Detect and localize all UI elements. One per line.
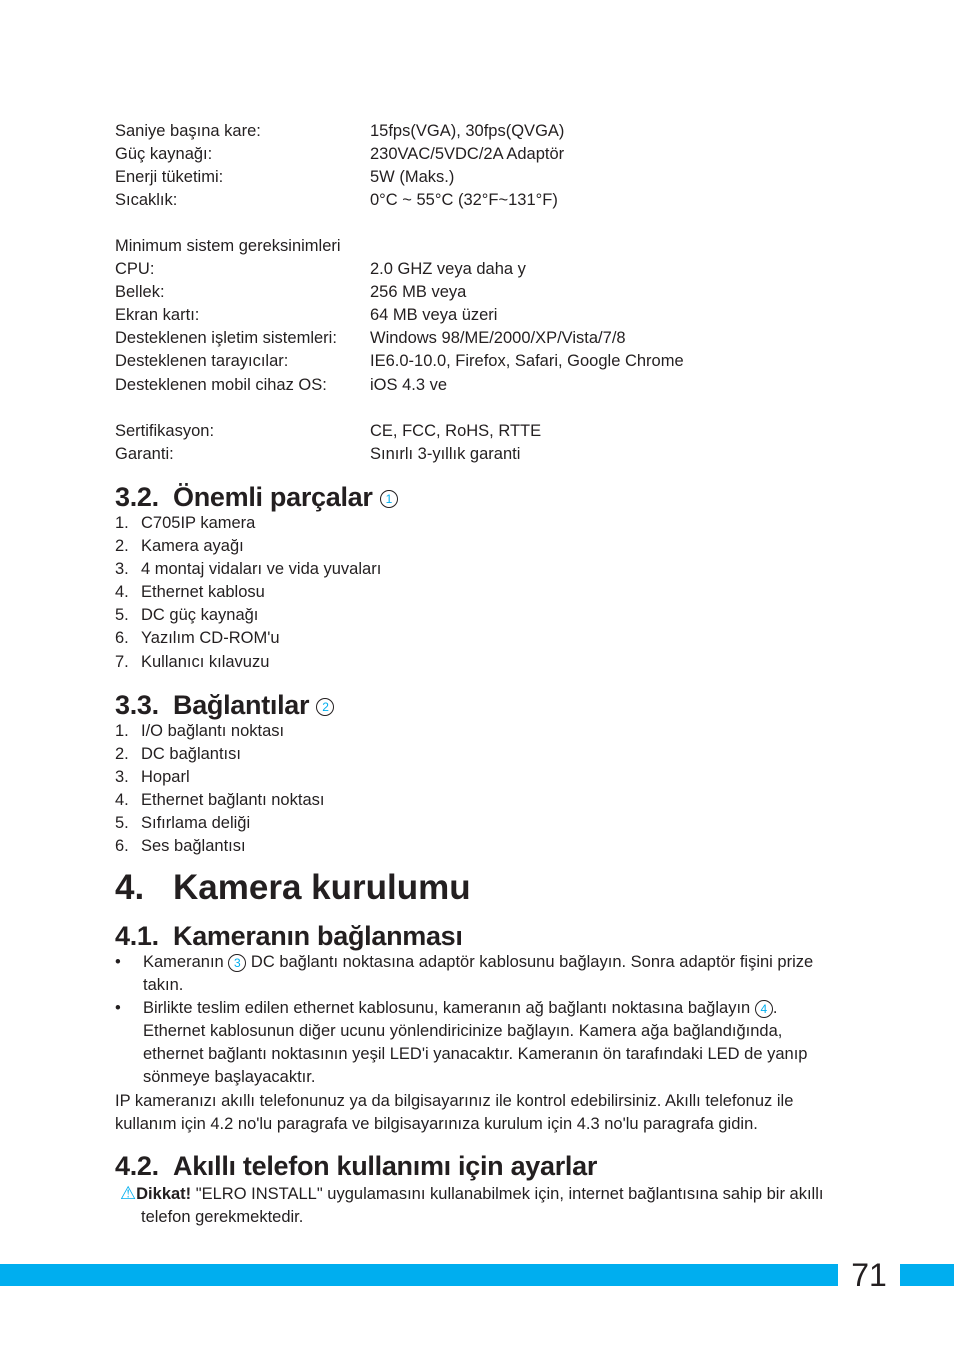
warning-label: Dikkat!	[136, 1185, 192, 1203]
warning-text: "ELRO INSTALL" uygulamasını kullanabilmek için, internet bağlantısına sahip bir akıllı telefon gerekmektedir.	[141, 1185, 824, 1227]
spec-row	[115, 189, 564, 212]
page-number: 71	[838, 1255, 900, 1295]
item-text: I/O bağlantı noktası	[141, 722, 285, 740]
spec-value: 15fps(VGA), 30fps(QVGA)	[370, 122, 565, 140]
list-item	[115, 604, 381, 627]
spec-value: 230VAC/5VDC/2A Adaptör	[370, 145, 565, 164]
item-text: Ethernet kablosu	[141, 583, 265, 602]
list-item	[115, 743, 324, 766]
item-text: Ses bağlantısı	[141, 837, 246, 856]
list-item	[115, 512, 381, 535]
system-requirements	[115, 235, 684, 397]
list-item	[115, 720, 324, 743]
callout-2-icon: 2	[316, 698, 334, 716]
spec-label: Güç kaynağı:	[115, 145, 213, 164]
text: DC bağlantı noktasına adaptör kablosunu bağlayın. Sonra adaptör fişini prize takın.	[143, 953, 814, 995]
spec-row	[115, 327, 684, 350]
item-number: 5.	[115, 814, 129, 833]
list-item	[115, 812, 324, 835]
spec-row	[115, 166, 564, 189]
item-text: Kamera ayağı	[141, 537, 244, 556]
list-item	[115, 789, 324, 812]
item-text: Hoparl	[141, 768, 190, 787]
item-text: Kullanıcı kılavuzu	[141, 652, 270, 671]
specs-table-1	[115, 120, 564, 212]
paragraph: IP kameranızı akıllı telefonunuz ya da bilgisayarınız ile kontrol edebilirsiniz. Akıllı telefonuz ile kullanım için 4.2 no'lu paragrafa ve bilgisayarınıza kurulum için 4.3 no'lu paragrafa gidin.	[115, 1091, 794, 1133]
spec-row	[115, 120, 564, 143]
section-number: 3.3.	[115, 690, 159, 720]
item-number: 2.	[115, 537, 129, 556]
item-number: 1.	[115, 514, 129, 532]
spec-value: iOS 4.3 ve	[370, 375, 448, 394]
item-number: 6.	[115, 629, 129, 648]
item-text: DC güç kaynağı	[141, 606, 259, 625]
spec-value: 5W (Maks.)	[370, 168, 455, 187]
item-text: Yazılım CD-ROM'u	[141, 629, 280, 648]
list-item	[115, 558, 381, 581]
item-number: 6.	[115, 837, 129, 856]
heading-4	[115, 868, 471, 908]
section-title: Kamera kurulumu	[173, 868, 471, 907]
heading-3-3	[115, 689, 334, 721]
list-item	[115, 581, 381, 604]
bullet-item	[115, 997, 843, 1089]
text: . Ethernet kablosunun diğer ucunu yönlendiricinize bağlayın. Kamera ağa bağlandığında, ethernet bağlantı noktasının yeşil LED'i yanacaktır. Kameranın ön tarafındaki LED de yanıp sönmeye başlayacaktır.	[143, 999, 808, 1087]
spec-row	[115, 420, 541, 443]
section-number: 4.	[115, 868, 145, 907]
spec-label: Saniye başına kare:	[115, 122, 261, 140]
spec-value: 0°C ~ 55°C (32°F~131°F)	[370, 191, 558, 210]
section-number: 4.2.	[115, 1151, 159, 1181]
item-number: 3.	[115, 768, 129, 787]
section-title: Önemli parçalar	[173, 482, 373, 512]
footer-bar	[0, 1264, 954, 1286]
item-text: Ethernet bağlantı noktası	[141, 791, 325, 810]
spec-row	[115, 281, 684, 304]
item-number: 4.	[115, 583, 129, 602]
spec-value: CE, FCC, RoHS, RTTE	[370, 422, 542, 440]
text: Kameranın	[143, 953, 224, 971]
item-text: DC bağlantısı	[141, 745, 241, 764]
heading-3-2	[115, 481, 398, 513]
item-number: 7.	[115, 652, 129, 671]
text: Birlikte teslim edilen ethernet kablosunu, kameranın ağ bağlantı noktasına bağlayın	[143, 999, 751, 1018]
item-text: 4 montaj vidaları ve vida yuvaları	[141, 560, 382, 579]
spec-value: Windows 98/ME/2000/XP/Vista/7/8	[370, 329, 626, 348]
list-item	[115, 651, 381, 674]
spec-value: 64 MB veya üzeri	[370, 306, 498, 325]
spec-row	[115, 143, 564, 166]
warning-note	[120, 1182, 866, 1229]
bullet-item	[115, 951, 843, 997]
list-item	[115, 627, 381, 650]
item-text: Sıfırlama deliği	[141, 814, 251, 833]
heading-4-1	[115, 920, 463, 952]
spec-label: Garanti:	[115, 445, 174, 464]
connect-instructions	[115, 951, 845, 1136]
item-number: 1.	[115, 722, 129, 740]
list-item	[115, 535, 381, 558]
spec-value: IE6.0-10.0, Firefox, Safari, Google Chrome	[370, 352, 684, 371]
section-title: Kameranın bağlanması	[173, 921, 463, 951]
item-number: 2.	[115, 745, 129, 764]
section-title: Bağlantılar	[173, 690, 310, 720]
section-number: 4.1.	[115, 921, 159, 951]
spec-row	[115, 350, 684, 373]
spec-label: Bellek:	[115, 283, 165, 302]
section-title: Akıllı telefon kullanımı için ayarlar	[173, 1151, 598, 1181]
heading-4-2	[115, 1150, 597, 1182]
list-item	[115, 835, 324, 858]
spec-label: Enerji tüketimi:	[115, 168, 224, 187]
spec-value: 256 MB veya	[370, 283, 467, 302]
specs-table-3	[115, 420, 541, 466]
sysreq-title: Minimum sistem gereksinimleri	[115, 237, 341, 255]
parts-list	[115, 512, 381, 674]
spec-value: Sınırlı 3-yıllık garanti	[370, 445, 521, 464]
specs-table-2	[115, 258, 684, 397]
section-number: 3.2.	[115, 482, 159, 512]
spec-label: Sıcaklık:	[115, 191, 178, 210]
spec-value: 2.0 GHZ veya daha y	[370, 260, 526, 279]
item-number: 4.	[115, 791, 129, 810]
callout-1-icon: 1	[380, 490, 398, 508]
callout-4-icon: 4	[755, 1000, 773, 1018]
spec-label: Ekran kartı:	[115, 306, 200, 325]
spec-label: CPU:	[115, 260, 155, 279]
item-number: 3.	[115, 560, 129, 579]
spec-label: Desteklenen işletim sistemleri:	[115, 329, 337, 348]
spec-label: Sertifikasyon:	[115, 422, 215, 440]
callout-3-icon: 3	[228, 954, 246, 972]
spec-row	[115, 443, 541, 466]
connections-list	[115, 720, 324, 859]
list-item	[115, 766, 324, 789]
warning-icon: ⚠	[120, 1183, 137, 1203]
spec-row	[115, 258, 684, 281]
item-number: 5.	[115, 606, 129, 625]
spec-label: Desteklenen mobil cihaz OS:	[115, 375, 327, 394]
item-text: C705IP kamera	[141, 514, 256, 532]
spec-row	[115, 374, 684, 397]
spec-row	[115, 304, 684, 327]
spec-label: Desteklenen tarayıcılar:	[115, 352, 289, 371]
